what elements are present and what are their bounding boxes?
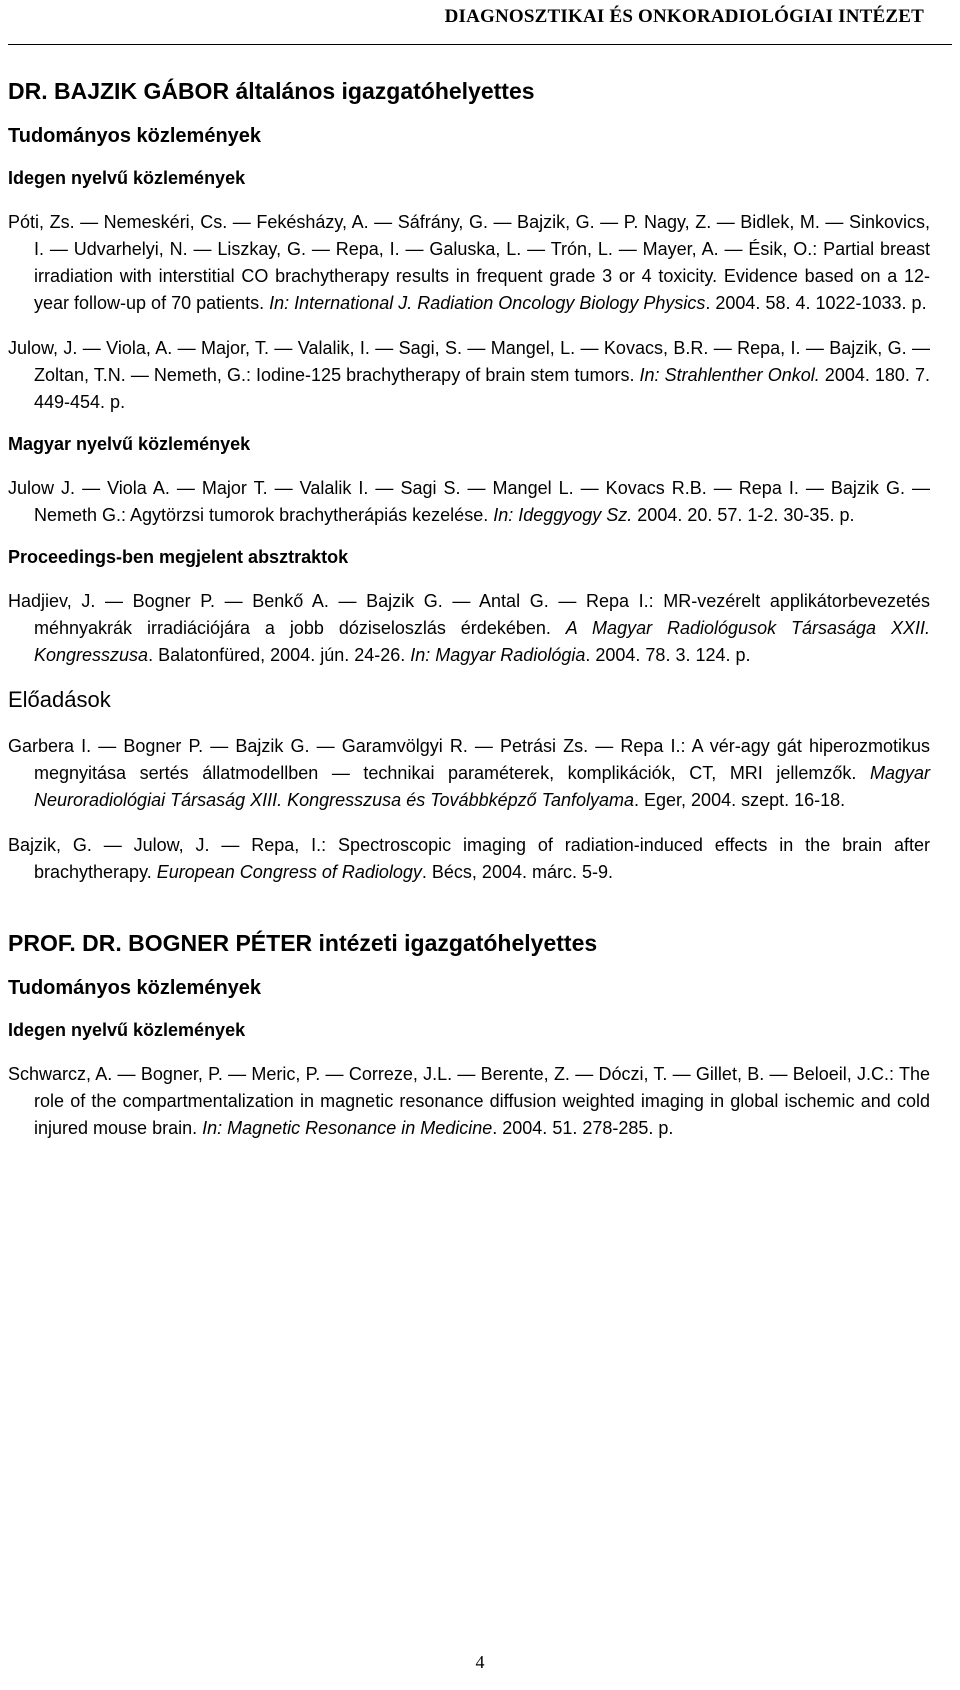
header-rule [8,44,952,45]
ref-authors-title: Schwarcz, A. — Bogner, P. — Meric, P. — Correze, J.L. — Berente, Z. — Dóczi, T. — Gillet, B. — Beloeil, J.C.: The role of the compartmentalization in magnetic resonance diffusion weighted imaging in global ischemic and cold injured mouse brain. [8,1064,930,1138]
ref-journal: In: Ideggyogy Sz. [493,505,633,525]
reference-entry [8,209,930,317]
document-body [8,78,930,1160]
ref-details: . Eger, 2004. szept. 16-18. [634,790,846,810]
subsection-heading-proceedings: Proceedings-ben megjelent absztraktok [8,547,349,567]
reference-entry [8,733,930,814]
reference-entry [8,588,930,669]
ref-journal: In: Magnetic Resonance in Medicine [202,1118,493,1138]
subsection-heading-foreign: Idegen nyelvű közlemények [8,168,246,188]
ref-journal: In: Magyar Radiológia [410,645,586,665]
reference-entry [8,335,930,416]
ref-venue: . Balatonfüred, 2004. jún. 24-26. [148,645,411,665]
ref-details: . 2004. 51. 278-285. p. [492,1118,674,1138]
ref-details: . Bécs, 2004. márc. 5-9. [421,862,613,882]
running-head: DIAGNOSZTIKAI ÉS ONKORADIOLÓGIAI INTÉZET [444,6,924,27]
section-heading-talks: Előadások [8,687,111,712]
section-spacer [8,904,930,930]
ref-details: . 2004. 78. 3. 124. p. [585,645,751,665]
ref-authors-title: Julow J. — Viola A. — Major T. — Valalik I. — Sagi S. — Mangel L. — Kovacs R.B. — Repa I. — Bajzik G. — Nemeth G.: Agytörzsi tumorok brachytherápiás kezelése. [8,478,930,525]
ref-journal: In: International J. Radiation Oncology Biology Physics [269,293,706,313]
subsection-heading-hungarian: Magyar nyelvű közlemények [8,434,251,454]
section-heading-scientific: Tudományos közlemények [8,125,262,147]
ref-congress: European Congress of Radiology [156,862,422,882]
ref-congress: A Magyar Radiológusok Társasága XXII. Kongresszusa [34,618,930,665]
ref-details: . 2004. 58. 4. 1022-1033. p. [705,293,927,313]
ref-journal: In: Strahlenther Onkol. [639,365,820,385]
ref-authors-title: Hadjiev, J. — Bogner P. — Benkő A. — Bajzik G. — Antal G. — Repa I.: MR-vezérelt applikátorbevezetés méhnyakrák irradiációjára a jobb dóziseloszlás érdekében. [8,591,930,638]
reference-entry [8,1061,930,1142]
ref-authors-title: Bajzik, G. — Julow, J. — Repa, I.: Spectroscopic imaging of radiation-induced effects in the brain after brachytherapy. [8,835,930,882]
ref-details: 2004. 20. 57. 1-2. 30-35. p. [632,505,855,525]
page-number: 4 [475,1652,485,1672]
reference-entry [8,832,930,886]
reference-entry [8,475,930,529]
section-heading-scientific: Tudományos közlemények [8,977,262,999]
director-heading-bogner: PROF. DR. BOGNER PÉTER intézeti igazgatóhelyettes [8,930,598,956]
ref-details: 2004. 180. 7. 449-454. p. [34,365,931,412]
director-heading-bajzik: DR. BAJZIK GÁBOR általános igazgatóhelyettes [8,78,535,104]
ref-authors-title: Garbera I. — Bogner P. — Bajzik G. — Garamvölgyi R. — Petrási Zs. — Repa I.: A vér-agy gát hiperozmotikus megnyitása sertés állatmodellben — technikai paraméterek, komplikációk, CT, MRI jellemzők. [8,736,930,783]
subsection-heading-foreign: Idegen nyelvű közlemények [8,1020,246,1040]
ref-congress: Magyar Neuroradiológiai Társaság XIII. Kongresszusa és Továbbképző Tanfolyama [34,763,930,810]
ref-authors-title: Póti, Zs. — Nemeskéri, Cs. — Fekésházy, A. — Sáfrány, G. — Bajzik, G. — P. Nagy, Z. — Bidlek, M. — Sinkovics, I. — Udvarhelyi, N. — Liszkay, G. — Repa, I. — Galuska, L. — Trón, L. — Mayer, A. — Ésik, O.: Partial breast irradiation with interstitial CO brachytherapy results in frequent grade 3 or 4 toxicity. Evidence based on a 12-year follow-up of 70 patients. [8,212,930,313]
ref-authors-title: Julow, J. — Viola, A. — Major, T. — Valalik, I. — Sagi, S. — Mangel, L. — Kovacs, B.R. — Repa, I. — Bajzik, G. — Zoltan, T.N. — Nemeth, G.: Iodine-125 brachytherapy of brain stem tumors. [8,338,930,385]
